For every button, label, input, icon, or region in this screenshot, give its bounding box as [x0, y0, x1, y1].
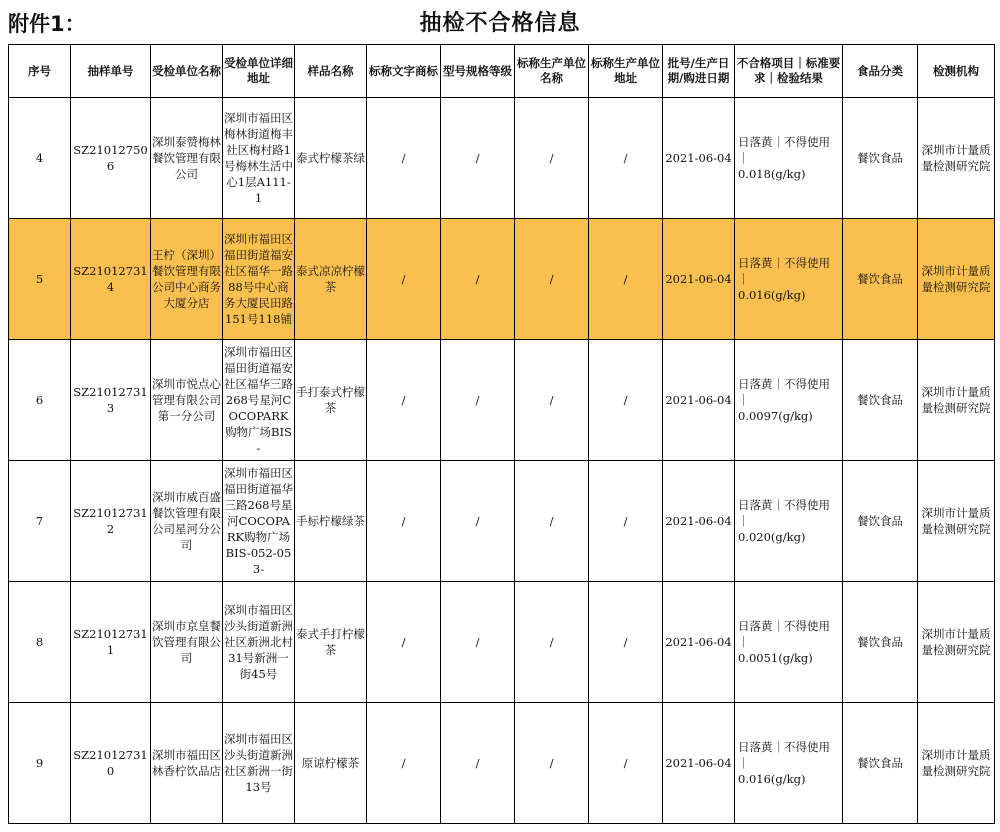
cell-category-text: 餐饮食品 [857, 272, 903, 286]
cell-brand-text: / [401, 272, 406, 286]
cell-sample-no-text: SZ210127506 [73, 143, 148, 173]
cell-spec [441, 461, 515, 582]
cell-sample-name [295, 98, 367, 219]
cell-date-text: 2021-06-04 [665, 272, 732, 286]
cell-date [663, 340, 735, 461]
cell-mfr [515, 703, 589, 824]
cell-agency [918, 98, 995, 219]
cell-brand-text: / [401, 151, 406, 165]
cell-agency-text: 深圳市计量质量检测研究院 [921, 264, 991, 294]
cell-address-text: 深圳市福田区沙头街道新洲社区新洲北村31号新洲一街45号 [224, 603, 293, 681]
cell-sample-no [71, 703, 151, 824]
table-row [9, 219, 995, 340]
failed-item-standard: 日落黄｜不得使用｜ [738, 619, 830, 649]
cell-mfr-address-text: / [623, 514, 628, 528]
cell-sample-no-text: SZ210127311 [73, 627, 148, 657]
cell-spec-text: / [475, 635, 480, 649]
cell-brand [367, 703, 441, 824]
table-row [9, 340, 995, 461]
cell-agency-text: 深圳市计量质量检测研究院 [921, 385, 991, 415]
cell-address [223, 340, 295, 461]
failed-item-result: 0.0097(g/kg) [738, 409, 813, 423]
cell-mfr-text: / [549, 393, 554, 407]
cell-address-text: 深圳市福田区沙头街道新洲社区新洲一街13号 [224, 732, 293, 794]
cell-no [9, 582, 71, 703]
col-header-sample-no: 抽样单号 [71, 45, 151, 98]
cell-spec-text: / [475, 272, 480, 286]
cell-date [663, 461, 735, 582]
cell-brand [367, 340, 441, 461]
cell-mfr-address [589, 582, 663, 703]
table-row [9, 703, 995, 824]
table-row [9, 98, 995, 219]
cell-category [843, 219, 918, 340]
failed-item-standard: 日落黄｜不得使用｜ [738, 377, 830, 407]
cell-agency [918, 340, 995, 461]
col-header-no: 序号 [9, 45, 71, 98]
cell-mfr-address-text: / [623, 272, 628, 286]
page-title: 抽检不合格信息 [419, 11, 581, 36]
failed-item-result: 0.016(g/kg) [738, 772, 806, 786]
cell-sample-name [295, 582, 367, 703]
cell-no [9, 219, 71, 340]
cell-mfr [515, 461, 589, 582]
inspection-table [8, 44, 995, 824]
cell-spec [441, 340, 515, 461]
cell-category [843, 703, 918, 824]
cell-brand [367, 582, 441, 703]
cell-spec [441, 703, 515, 824]
failed-item-result: 0.020(g/kg) [738, 530, 806, 544]
cell-sample-no-text: SZ210127314 [73, 264, 148, 294]
cell-category [843, 461, 918, 582]
cell-sample-no [71, 461, 151, 582]
cell-agency-text: 深圳市计量质量检测研究院 [921, 143, 991, 173]
cell-date-text: 2021-06-04 [665, 151, 732, 165]
cell-date [663, 98, 735, 219]
cell-sample-name [295, 461, 367, 582]
cell-brand-text: / [401, 393, 406, 407]
cell-date [663, 219, 735, 340]
failed-item-result: 0.016(g/kg) [738, 288, 806, 302]
cell-address [223, 219, 295, 340]
cell-address-text: 深圳市福田区福田街道福安社区福华一路88号中心商务大厦民田路151号118铺 [224, 232, 293, 326]
cell-sample-name-text: 泰式凉凉柠檬茶 [296, 264, 365, 294]
cell-unit-text: 深圳市京皇餐饮管理有限公司 [152, 619, 221, 665]
cell-brand-text: / [401, 514, 406, 528]
cell-no-text: 7 [35, 514, 44, 528]
cell-mfr-address [589, 98, 663, 219]
cell-mfr-address [589, 340, 663, 461]
cell-category-text: 餐饮食品 [857, 756, 903, 770]
cell-mfr-address [589, 461, 663, 582]
cell-sample-name-text: 泰式手打柠檬茶 [296, 627, 365, 657]
col-header-address: 受检单位详细地址 [223, 45, 295, 98]
cell-mfr-text: / [549, 635, 554, 649]
cell-brand-text: / [401, 635, 406, 649]
cell-agency-text: 深圳市计量质量检测研究院 [921, 506, 991, 536]
cell-sample-name [295, 703, 367, 824]
cell-mfr-text: / [549, 756, 554, 770]
cell-mfr [515, 340, 589, 461]
cell-mfr-address-text: / [623, 151, 628, 165]
cell-sample-no-text: SZ210127312 [73, 506, 148, 536]
table-row [9, 582, 995, 703]
cell-failed-item [735, 582, 843, 703]
cell-date-text: 2021-06-04 [665, 756, 732, 770]
col-header-mfr-address: 标称生产单位地址 [589, 45, 663, 98]
cell-agency-text: 深圳市计量质量检测研究院 [921, 627, 991, 657]
cell-mfr-address [589, 219, 663, 340]
cell-no [9, 703, 71, 824]
cell-failed-item [735, 340, 843, 461]
cell-address-text: 深圳市福田区福田街道福安社区福华三路268号星河COCOPARK购物广场BIS- [224, 345, 293, 455]
col-header-failed-item: 不合格项目｜标准要求｜检验结果 [735, 45, 843, 98]
cell-date [663, 582, 735, 703]
cell-mfr-address-text: / [623, 756, 628, 770]
col-header-agency: 检测机构 [918, 45, 995, 98]
col-header-unit: 受检单位名称 [151, 45, 223, 98]
col-header-sample-name: 样品名称 [295, 45, 367, 98]
cell-mfr-text: / [549, 151, 554, 165]
cell-sample-name [295, 340, 367, 461]
cell-mfr-address [589, 703, 663, 824]
cell-unit-text: 深圳市威百盛餐饮管理有限公司星河分公司 [152, 490, 221, 552]
cell-sample-name-text: 泰式柠檬茶绿 [296, 151, 365, 165]
col-header-date: 批号/生产日期/购进日期 [663, 45, 735, 98]
cell-unit [151, 582, 223, 703]
cell-sample-no [71, 98, 151, 219]
cell-mfr-address-text: / [623, 635, 628, 649]
cell-no [9, 340, 71, 461]
cell-address [223, 98, 295, 219]
cell-failed-item [735, 461, 843, 582]
cell-unit [151, 219, 223, 340]
col-header-category: 食品分类 [843, 45, 918, 98]
cell-failed-item [735, 703, 843, 824]
cell-category-text: 餐饮食品 [857, 514, 903, 528]
cell-agency [918, 703, 995, 824]
header-row [9, 45, 995, 98]
cell-spec-text: / [475, 393, 480, 407]
cell-no [9, 98, 71, 219]
cell-category [843, 582, 918, 703]
cell-mfr-address-text: / [623, 393, 628, 407]
cell-address [223, 703, 295, 824]
cell-category [843, 340, 918, 461]
cell-spec-text: / [475, 514, 480, 528]
cell-spec [441, 98, 515, 219]
cell-date-text: 2021-06-04 [665, 514, 732, 528]
cell-failed-item [735, 98, 843, 219]
cell-no-text: 5 [35, 272, 44, 286]
attachment-label: 附件1： [8, 12, 86, 36]
cell-brand [367, 98, 441, 219]
cell-mfr-text: / [549, 514, 554, 528]
cell-unit [151, 703, 223, 824]
cell-spec [441, 219, 515, 340]
cell-no-text: 6 [35, 393, 44, 407]
cell-sample-no [71, 219, 151, 340]
cell-sample-no-text: SZ210127313 [73, 385, 148, 415]
cell-brand [367, 219, 441, 340]
cell-sample-name-text: 手标柠檬绿茶 [296, 514, 365, 528]
cell-category [843, 98, 918, 219]
cell-no-text: 9 [35, 756, 44, 770]
cell-address-text: 深圳市福田区梅林街道梅丰社区梅村路1号梅林生活中心1层A111-1 [224, 111, 293, 205]
cell-unit-text: 深圳市悦点心管理有限公司第一分公司 [152, 377, 221, 423]
cell-brand-text: / [401, 756, 406, 770]
cell-category-text: 餐饮食品 [857, 635, 903, 649]
cell-category-text: 餐饮食品 [857, 393, 903, 407]
cell-mfr-text: / [549, 272, 554, 286]
cell-sample-name-text: 手打泰式柠檬茶 [296, 385, 365, 415]
cell-no-text: 8 [35, 635, 44, 649]
cell-unit-text: 深圳市福田区林香柠饮品店 [152, 748, 221, 778]
col-header-brand: 标称文字商标 [367, 45, 441, 98]
cell-unit [151, 461, 223, 582]
cell-spec-text: / [475, 151, 480, 165]
table-row [9, 461, 995, 582]
failed-item-standard: 日落黄｜不得使用｜ [738, 256, 830, 286]
failed-item-standard: 日落黄｜不得使用｜ [738, 135, 830, 165]
cell-mfr [515, 582, 589, 703]
cell-unit [151, 340, 223, 461]
cell-agency [918, 461, 995, 582]
cell-unit [151, 98, 223, 219]
cell-sample-no [71, 340, 151, 461]
cell-sample-name [295, 219, 367, 340]
col-header-spec: 型号规格等级 [441, 45, 515, 98]
failed-item-standard: 日落黄｜不得使用｜ [738, 498, 830, 528]
cell-agency-text: 深圳市计量质量检测研究院 [921, 748, 991, 778]
cell-sample-no-text: SZ210127310 [73, 748, 148, 778]
cell-no-text: 4 [35, 151, 44, 165]
failed-item-result: 0.0051(g/kg) [738, 651, 813, 665]
cell-mfr [515, 98, 589, 219]
cell-address [223, 582, 295, 703]
cell-date-text: 2021-06-04 [665, 635, 732, 649]
cell-mfr [515, 219, 589, 340]
cell-unit-text: 王柠（深圳）餐饮管理有限公司中心商务大厦分店 [152, 248, 221, 310]
cell-address [223, 461, 295, 582]
cell-no [9, 461, 71, 582]
cell-category-text: 餐饮食品 [857, 151, 903, 165]
failed-item-standard: 日落黄｜不得使用｜ [738, 740, 830, 770]
col-header-mfr: 标称生产单位名称 [515, 45, 589, 98]
cell-address-text: 深圳市福田区福田街道福华三路268号星河COCOPARK购物广场BIS-052-053- [224, 466, 293, 576]
failed-item-result: 0.018(g/kg) [738, 167, 806, 181]
cell-agency [918, 219, 995, 340]
cell-unit-text: 深圳泰赞梅林餐饮管理有限公司 [152, 135, 221, 181]
cell-date-text: 2021-06-04 [665, 393, 732, 407]
cell-spec [441, 582, 515, 703]
cell-brand [367, 461, 441, 582]
cell-failed-item [735, 219, 843, 340]
cell-agency [918, 582, 995, 703]
cell-sample-no [71, 582, 151, 703]
cell-spec-text: / [475, 756, 480, 770]
cell-sample-name-text: 原谅柠檬茶 [301, 756, 360, 770]
cell-date [663, 703, 735, 824]
